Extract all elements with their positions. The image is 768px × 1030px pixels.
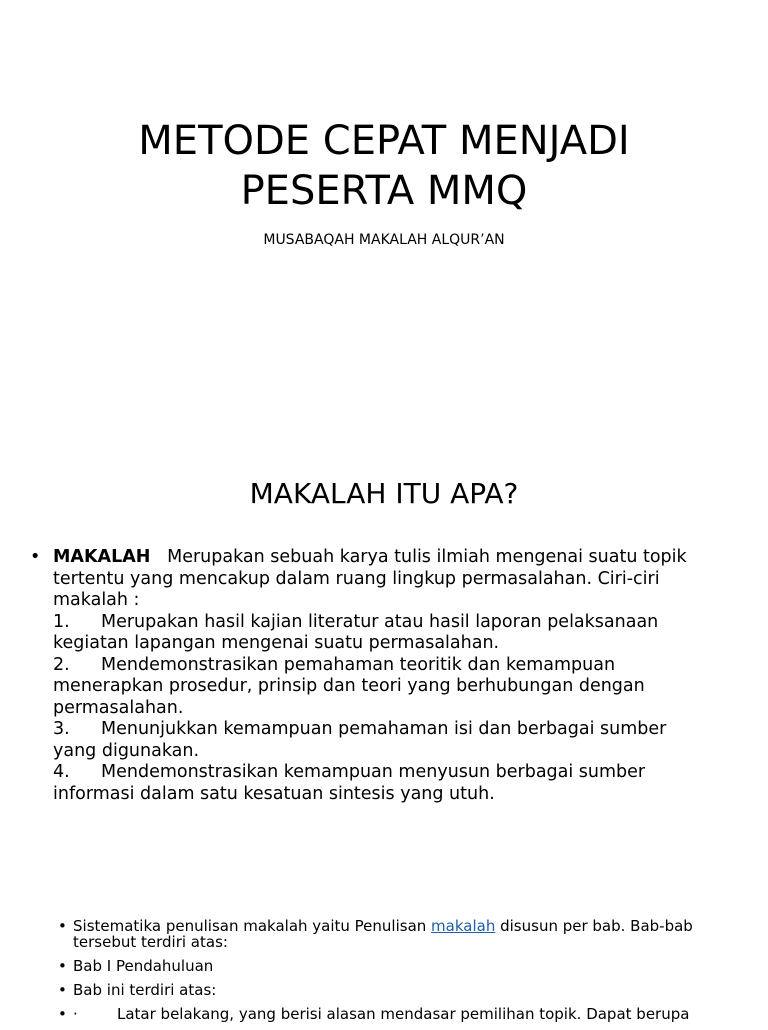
definition-line-3: makalah :	[53, 590, 140, 610]
definition-body	[30, 547, 720, 805]
list-item-1: 1. Merupakan hasil kajian literatur atau hasil laporan pelaksanaan	[53, 611, 659, 632]
title-line-2: PESERTA MMQ	[240, 168, 528, 214]
presentation-title	[0, 116, 768, 216]
list-item-2-cont-2: permasalahan.	[53, 697, 184, 718]
list-item-4: 4. Mendemonstrasikan kemampuan menyusun berbagai sumber	[53, 762, 646, 782]
structure-slide	[0, 864, 768, 1024]
list-item-bab-terdiri: • Bab ini terdiri atas:	[58, 982, 748, 998]
slide-heading: MAKALAH ITU APA?	[249, 477, 519, 510]
bullet-marker: •	[30, 547, 41, 567]
list-item-3-cont: yang digunakan.	[53, 740, 200, 761]
presentation-subtitle: MUSABAQAH MAKALAH ALQUR’AN	[263, 232, 505, 248]
list-item-4-cont: informasi dalam satu kesatuan sintesis yang utuh.	[53, 783, 495, 804]
makalah-link[interactable]: makalah	[431, 917, 496, 935]
list-item-bab1: • Bab I Pendahuluan	[58, 958, 748, 974]
list-item-2-cont: menerapkan prosedur, prinsip dan teori yang berhubungan dengan	[53, 676, 645, 696]
list-item-sistematika-cont: tersebut terdiri atas:	[73, 933, 228, 951]
term-makalah: MAKALAH	[53, 547, 151, 567]
list-item-2: 2. Mendemonstrasikan pemahaman teoritik dan kemampuan	[53, 654, 616, 675]
title-line-1: METODE CEPAT MENJADI	[138, 118, 630, 164]
structure-list	[58, 918, 748, 1030]
definition-line-2: tertentu yang mencakup dalam ruang lingkup permasalahan. Ciri-ciri	[53, 568, 660, 589]
title-slide	[0, 0, 768, 432]
definition-slide	[0, 432, 768, 864]
list-item-sistematika: • Sistematika penulisan makalah yaitu Penulisan makalah disusun per bab. Bab-bab tersebut terdiri atas:	[58, 918, 748, 950]
definition-line-1: MAKALAH Merupakan sebuah karya tulis ilmiah mengenai suatu topik	[53, 547, 687, 567]
list-item-latar-belakang: • · Latar belakang, yang berisi alasan mendasar pemilihan topik. Dapat berupa	[58, 1006, 748, 1022]
list-item-1-cont: kegiatan lapangan mengenai suatu permasalahan.	[53, 633, 500, 653]
list-item-3: 3. Menunjukkan kemampuan pemahaman isi dan berbagai sumber	[53, 719, 667, 739]
